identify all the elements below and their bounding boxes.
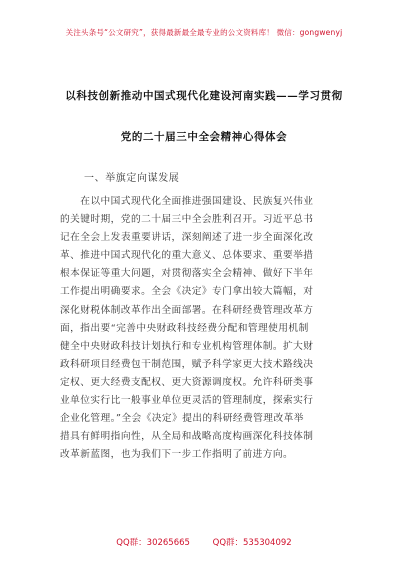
body-line: 措具有鲜明指向性，从全局和战略高度构画深化科技体制 (60, 431, 314, 443)
body-line: 工作提出明确要求。全会《决定》专门拿出较大篇幅，对 (60, 286, 314, 298)
body-paragraph (60, 193, 350, 464)
body-line: 革、推进中国式现代化的重大意义、总体要求、重要举措 (60, 250, 314, 262)
body-line: 业单位实行比一般事业单位更灵活的管理制度，探索实行 (60, 395, 314, 407)
body-line: 深化财税体制改革作出全面部署。在科研经费管理改革方 (60, 304, 314, 316)
body-line: 企业化管理。”全会《决定》提出的科研经费管理改革举 (60, 413, 304, 425)
body-line: 的关键时期，党的二十届三中全会胜利召开。习近平总书 (60, 214, 314, 226)
body-line: 健全中央财政科技计划执行和专业机构管理体制。扩大财 (60, 340, 314, 352)
body-line: 根本保证等重大问题，对贯彻落实全会精神、做好下半年 (60, 268, 314, 280)
page-title-line-2: 党的二十届三中全会精神心得体会 (120, 131, 288, 143)
body-line: 定权、更大经费支配权、更大资源调度权。允许科研类事 (60, 376, 314, 388)
section-heading: 一、举旗定向谋发展 (84, 173, 180, 184)
page-title-line-1: 以科技创新推动中国式现代化建设河南实践——学习贯彻 (65, 90, 343, 102)
body-line: 记在全会上发表重要讲话，深刻阐述了进一步全面深化改 (60, 232, 314, 244)
body-line: 在以中国式现代化全面推进强国建设、民族复兴伟业 (60, 196, 314, 207)
body-line: 政科研项目经费包干制范围，赋予科学家更大技术路线决 (60, 358, 314, 370)
promo-banner: 关注头条号“公文研究”，获得最新最全最专业的公文资料库！ 微信：gongwenyj (65, 28, 343, 37)
body-line: 面，指出要“完善中央财政科技经费分配和管理使用机制 (60, 322, 309, 334)
footer-contact (0, 536, 408, 548)
footer-qq-group-2: QQ群：535304092 (212, 538, 292, 548)
footer-qq-group-1: QQ群：30265665 (116, 538, 190, 548)
body-line: 改革新蓝图，也为我们下一步工作指明了前进方向。 (60, 449, 294, 461)
